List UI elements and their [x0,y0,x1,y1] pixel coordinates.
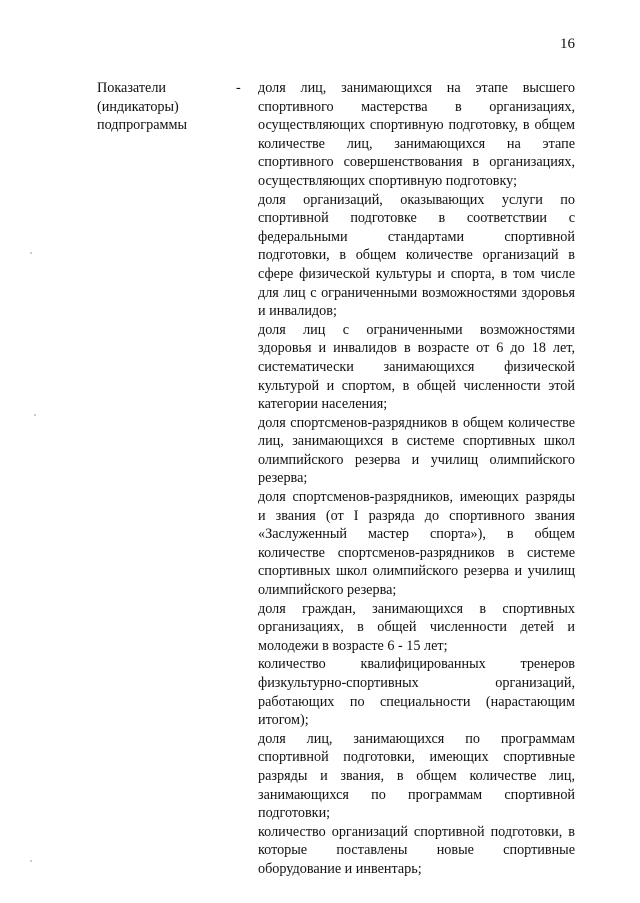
page-number: 16 [560,36,575,52]
indicator-list [258,79,575,879]
indicator-item-6: доля граждан, занимающихся в спортивных организациях, в общей численности детей и молодежи в возрасте 6 - 15 лет; [258,600,575,654]
indicator-item-3: доля лиц с ограниченными возможностями здоровья и инвалидов в возрасте от 6 до 18 лет, систематически занимающихся физической культурой и спортом, в общей численности этой категории населения; [258,321,575,413]
section-label [97,79,232,135]
section-label-line-1: Показатели [97,80,167,96]
indicator-item-7: количество квалифицированных тренеров физкультурно-спортивных организаций, работающих по специальности (нарастающим итогом); [258,656,575,729]
indicator-item-9: количество организаций спортивной подготовки, в которые поставлены новые спортивные оборудование и инвентарь; [258,823,575,877]
scan-speck [34,414,36,416]
indicator-item-4: доля спортсменов-разрядников в общем количестве лиц, занимающихся в системе спортивных школ олимпийского резерва и училищ олимпийского резерва; [258,414,575,487]
section-label-line-3: подпрограммы [97,117,187,134]
indicator-item-8: доля лиц, занимающихся по программам спортивной подготовки, имеющих спортивные разряды и звания, в общем количестве лиц, занимающихся по программам спортивной подготовки; [258,730,575,822]
scan-speck [30,860,32,862]
section-label-line-2: (индикаторы) [97,98,179,115]
indicator-item-2: доля организаций, оказывающих услуги по спортивной подготовке в соответствии с федеральными стандартами спортивной подготовки, в общем количестве организаций в сфере физической культуры и спорта, в том числе для лиц с ограниченными возможностями здоровья и инвалидов; [258,191,575,320]
indicator-item-5: доля спортсменов-разрядников, имеющих разряды и звания (от I разряда до спортивного звания «Заслуженный мастер спорта»), в общем количестве спортсменов-разрядников в системе спортивных школ олимпийского резерва и училищ олимпийского резерва; [258,489,575,599]
label-dash: - [236,80,241,96]
indicator-item-1: доля лиц, занимающихся на этапе высшего спортивного мастерства в организациях, осуществляющих спортивную подготовку, в общем количестве лиц, занимающихся на этапе спортивного совершенствования в организациях, осуществляющих спортивную подготовку; [258,80,575,189]
scan-speck [30,252,32,254]
